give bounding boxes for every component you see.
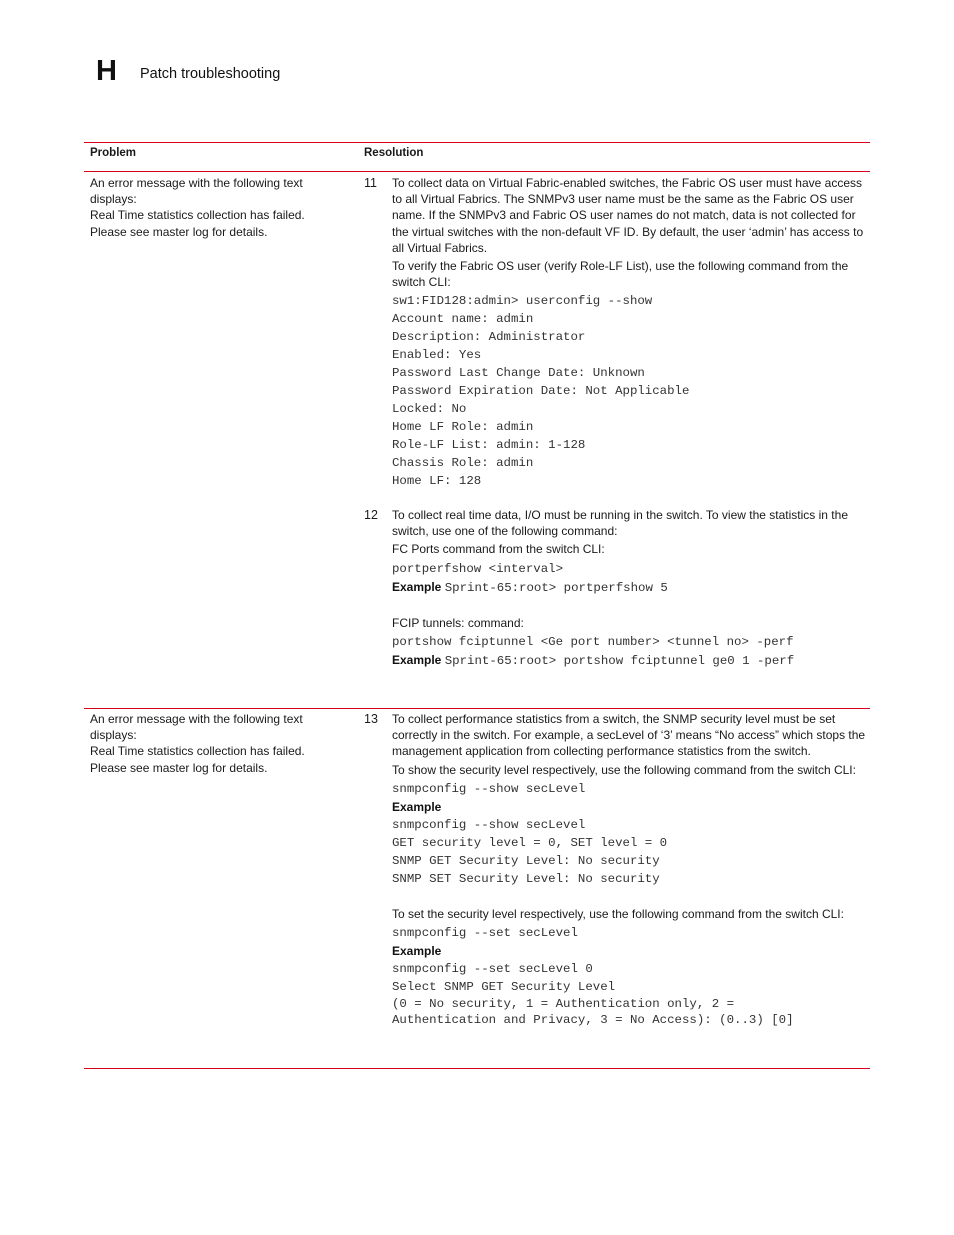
problem-text: Please see master log for details. (90, 760, 268, 775)
code-line: snmpconfig --show secLevel (392, 817, 586, 832)
step-paragraph: To collect performance statistics from a switch, the SNMP security level must be set correctly in the switch. For example, a secLevel of ‘3’ means “No access” which stops the management application from collecting performance statistics from the switch. (392, 712, 866, 759)
example-label: Example (392, 799, 442, 814)
code-line: Locked: No (392, 402, 467, 417)
example-label: Example (392, 944, 442, 959)
problem-cell-1 (90, 175, 340, 240)
code-line: Role-LF List: admin: 1-128 (392, 438, 586, 453)
step-paragraph: FCIP tunnels: command: (392, 615, 524, 630)
code-line: sw1:FID128:admin> userconfig --show (392, 294, 653, 309)
header-bottom-rule (84, 171, 870, 172)
code-line: portshow fciptunnel <Ge port number> <tunnel no> -perf (392, 634, 794, 649)
step-number-13: 13 (364, 712, 378, 726)
example-line (392, 651, 866, 670)
code-line: Password Last Change Date: Unknown (392, 366, 645, 381)
step-paragraph: To collect real time data, I/O must be running in the switch. To view the statistics in the switch, use one of the following command: (392, 508, 848, 539)
problem-text: Real Time statistics collection has failed. (90, 208, 305, 223)
row-divider-rule (84, 708, 870, 709)
code-line: Select SNMP GET Security Level (392, 980, 616, 995)
code-line: GET security level = 0, SET level = 0 (392, 835, 668, 850)
step-number-11: 11 (364, 176, 377, 190)
column-header-resolution: Resolution (364, 147, 424, 159)
code-line: Home LF Role: admin (392, 420, 534, 435)
code-line: Sprint-65:root> portshow fciptunnel ge0 1 -perf (444, 653, 795, 668)
table-bottom-rule (84, 1068, 870, 1069)
resolution-step-11 (392, 175, 866, 490)
code-line: Chassis Role: admin (392, 456, 534, 471)
example-label: Example (392, 579, 442, 594)
example-line (392, 578, 866, 597)
code-line: snmpconfig --set secLevel (392, 926, 578, 941)
step-paragraph: To verify the Fabric OS user (verify Role-LF List), use the following command from the switch CLI: (392, 259, 849, 290)
code-line: Enabled: Yes (392, 348, 482, 363)
resolution-step-13 (392, 711, 866, 1028)
resolution-step-12 (392, 507, 866, 670)
step-paragraph: To show the security level respectively, use the following command from the switch CLI: (392, 762, 856, 777)
code-line: Description: Administrator (392, 330, 586, 345)
code-line: Authentication and Privacy, 3 = No Access): (0..3) [0] (392, 1013, 794, 1028)
step-number-12: 12 (364, 508, 378, 522)
problem-text: An error message with the following text displays: (90, 176, 303, 207)
chapter-letter: H (96, 55, 117, 87)
code-line: Sprint-65:root> portperfshow 5 (444, 580, 668, 595)
problem-text: Real Time statistics collection has failed. (90, 744, 305, 759)
step-paragraph: To set the security level respectively, use the following command from the switch CLI: (392, 906, 844, 921)
running-head: Patch troubleshooting (140, 66, 281, 82)
code-line: Account name: admin (392, 312, 534, 327)
code-line: SNMP SET Security Level: No security (392, 871, 660, 886)
problem-text: Please see master log for details. (90, 224, 268, 239)
code-line: Home LF: 128 (392, 474, 482, 489)
step-paragraph: FC Ports command from the switch CLI: (392, 542, 605, 557)
code-line: portperfshow <interval> (392, 561, 564, 576)
problem-text: An error message with the following text displays: (90, 712, 303, 743)
code-line: SNMP GET Security Level: No security (392, 853, 660, 868)
step-paragraph: To collect data on Virtual Fabric-enabled switches, the Fabric OS user must have access to all Virtual Fabrics. The SNMPv3 user name must be the same as the Fabric OS user name. If the SNMPv3 and Fabric OS user names do not match, data is not collected for the virtual switches with the non-default VF ID. By default, the user ‘admin’ has access to all Virtual Fabrics. (392, 176, 864, 255)
problem-cell-2 (90, 711, 340, 776)
code-line: snmpconfig --show secLevel (392, 781, 586, 796)
code-line: (0 = No security, 1 = Authentication only, 2 = (392, 997, 735, 1012)
example-label: Example (392, 652, 442, 667)
column-header-problem: Problem (90, 147, 137, 159)
code-line: snmpconfig --set secLevel 0 (392, 962, 593, 977)
code-line: Password Expiration Date: Not Applicable (392, 384, 690, 399)
table-top-rule (84, 142, 870, 143)
